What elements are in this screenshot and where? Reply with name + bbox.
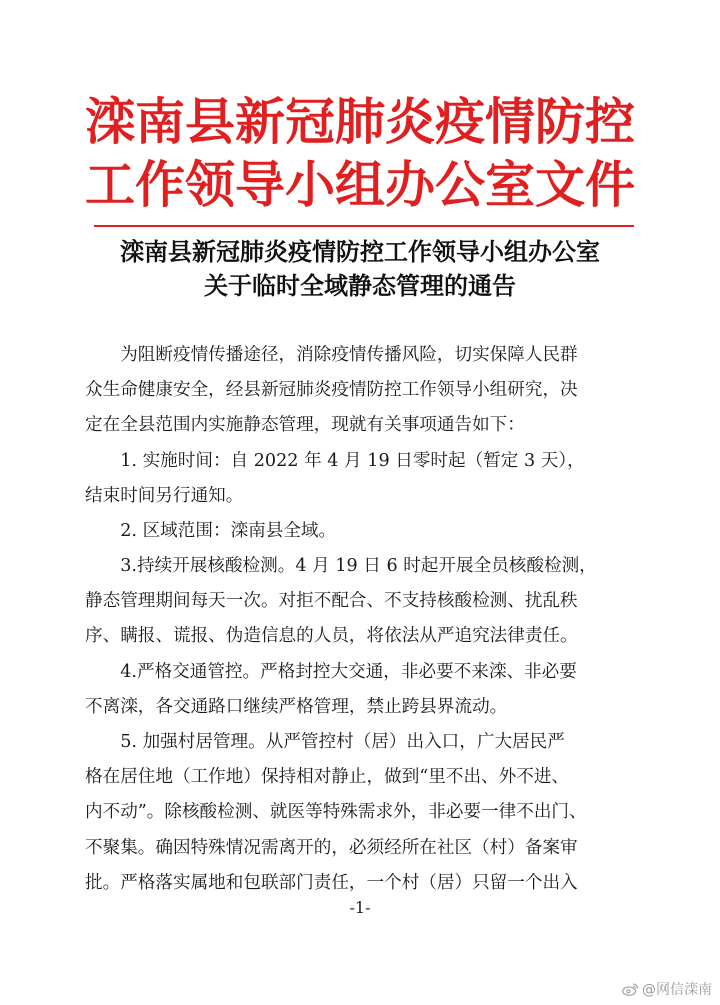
- header-title-line1: 滦南县新冠肺炎疫情防控: [85, 92, 635, 151]
- notice-title-line2: 关于临时全域静态管理的通告: [204, 271, 516, 300]
- text-line: 2. 区域范围：滦南县全域。: [85, 521, 337, 541]
- weibo-icon: [622, 982, 639, 996]
- text-line: 格在居住地（工作地）保持相对静止，做到“里不出、外不进、: [85, 767, 570, 788]
- header-title-line2: 工作领导小组办公室文件: [85, 155, 635, 214]
- text-line: 众生命健康安全，经县新冠肺炎疫情防控工作领导小组研究，决: [85, 380, 578, 401]
- red-divider-rule: [94, 225, 634, 227]
- item-3-paragraph: [85, 549, 645, 655]
- item-2-paragraph: [85, 514, 645, 549]
- text-line: 不聚集。确因特殊情况需离开的，必须经所在社区（村）备案审: [85, 837, 578, 858]
- text-line: 4.严格交通管控。严格封控大交通，非必要不来滦、非必要: [85, 662, 577, 682]
- text-line: 内不动”。除核酸检测、就医等特殊需求外，非必要一律不出门、: [85, 802, 587, 823]
- text-line: 静态管理期间每天一次。对拒不配合、不支持核酸检测、扰乱秩: [85, 591, 578, 612]
- text-line: 3.持续开展核酸检测。4 月 19 日 6 时起开展全员核酸检测，: [85, 556, 597, 576]
- text-line: 结束时间另行通知。: [85, 486, 244, 507]
- watermark: [622, 979, 712, 999]
- item-5-paragraph: [85, 725, 645, 901]
- text-line: 定在全县范围内实施静态管理，现就有关事项通告如下：: [85, 415, 525, 436]
- text-line: 5. 加强村居管理。从严管控村（居）出入口，广大居民严: [85, 732, 565, 752]
- text-line: 1. 实施时间：自 2022 年 4 月 19 日零时起（暂定 3 天），: [85, 451, 585, 471]
- text-line: 序、瞒报、谎报、伪造信息的人员，将依法从严追究法律责任。: [85, 626, 578, 647]
- text-line: 不离滦，各交通路口继续严格管理，禁止跨县界流动。: [85, 697, 508, 718]
- notice-title-line1: 滦南县新冠肺炎疫情防控工作领导小组办公室: [120, 237, 600, 266]
- item-4-paragraph: [85, 655, 645, 725]
- watermark-text: @网信滦南: [642, 982, 712, 998]
- text-line: 批。严格落实属地和包联部门责任，一个村（居）只留一个出入: [85, 872, 578, 893]
- intro-paragraph: [85, 338, 645, 444]
- item-1-paragraph: [85, 444, 645, 514]
- text-line: 为阻断疫情传播途径，消除疫情传播风险，切实保障人民群: [85, 345, 578, 365]
- page-number: -1-: [349, 898, 371, 917]
